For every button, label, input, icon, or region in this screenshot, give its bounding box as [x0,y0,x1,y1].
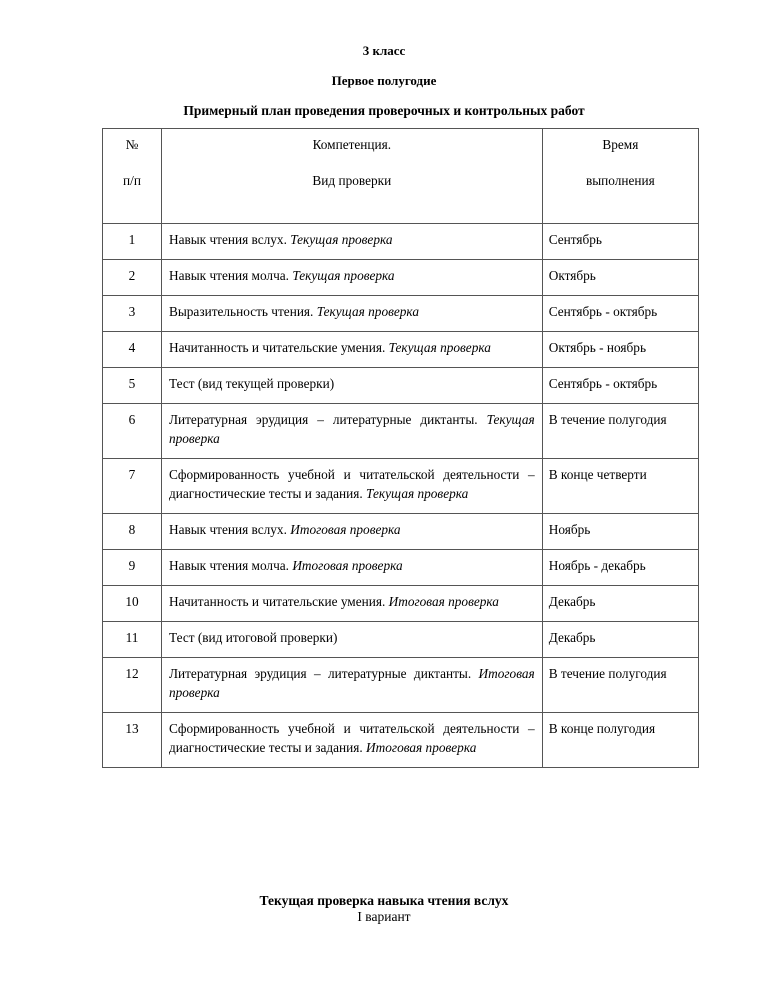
check-type: Текущая проверка [292,268,395,283]
row-number: 13 [103,713,162,768]
table-row [103,514,699,550]
row-time: Декабрь [542,586,698,622]
row-number: 4 [103,332,162,368]
section-title: Текущая проверка навыка чтения вслух [259,893,509,908]
check-type: Итоговая проверка [168,666,535,700]
competence-text: Тест (вид текущей проверки) [168,376,335,391]
row-number: 6 [103,404,162,459]
competence-text: Тест (вид итоговой проверки) [168,630,338,645]
check-type: Текущая проверка [290,232,393,247]
competence-text: Навык чтения вслух. [168,522,291,537]
row-time: Декабрь [542,622,698,658]
table-row [103,224,699,260]
table-header-row [103,129,699,224]
table-row [103,658,699,713]
row-competence [161,368,542,404]
competence-text: Литературная эрудиция – литературные диктанты. [168,666,479,681]
table-row [103,404,699,459]
header-num-sublabel: п/п [123,173,141,188]
table-row [103,586,699,622]
row-time: Октябрь - ноябрь [542,332,698,368]
header-time-sublabel: выполнения [585,173,655,188]
row-time: Сентябрь [542,224,698,260]
row-competence [161,404,542,459]
check-type: Текущая проверка [366,486,469,501]
row-number: 5 [103,368,162,404]
row-number: 11 [103,622,162,658]
row-competence [161,260,542,296]
competence-text: Навык чтения молча. [168,558,293,573]
row-competence [161,332,542,368]
row-time: В конце четверти [542,459,698,514]
header-time-label: Время [602,137,639,152]
row-competence [161,224,542,260]
row-number: 9 [103,550,162,586]
row-time: В течение полугодия [542,658,698,713]
header-num-label: № [125,137,139,152]
row-number: 7 [103,459,162,514]
row-time: Сентябрь - октябрь [542,368,698,404]
check-type: Текущая проверка [388,340,491,355]
competence-text: Начитанность и читательские умения. [168,594,389,609]
header-competence-sublabel: Вид проверки [312,173,392,188]
row-time: В конце полугодия [542,713,698,768]
table-row [103,296,699,332]
row-competence [161,514,542,550]
check-type: Текущая проверка [168,412,535,446]
table-row [103,622,699,658]
row-number: 8 [103,514,162,550]
check-type: Текущая проверка [316,304,419,319]
row-number: 10 [103,586,162,622]
plan-title: Примерный план проведения проверочных и контрольных работ [183,103,585,118]
table-row [103,368,699,404]
row-time: Ноябрь - декабрь [542,550,698,586]
variant-label: I вариант [357,909,411,924]
row-competence [161,622,542,658]
row-time: Октябрь [542,260,698,296]
table-row [103,260,699,296]
row-time: В течение полугодия [542,404,698,459]
table-row [103,713,699,768]
table-row [103,459,699,514]
competence-text: Сформированность учебной и читательской деятельности – диагностические тесты и задания. [168,467,535,501]
row-number: 2 [103,260,162,296]
term-heading: Первое полугодие [331,73,437,88]
row-competence [161,459,542,514]
row-competence [161,713,542,768]
row-competence [161,586,542,622]
competence-text: Литературная эрудиция – литературные диктанты. [168,412,487,427]
row-number: 12 [103,658,162,713]
header-time-cell [542,129,698,224]
row-competence [161,296,542,332]
table-row [103,332,699,368]
competence-text: Выразительность чтения. [168,304,317,319]
row-number: 3 [103,296,162,332]
competence-text: Сформированность учебной и читательской деятельности – диагностические тесты и задания. [168,721,535,755]
grade-heading: 3 класс [362,43,406,58]
competence-text: Навык чтения вслух. [168,232,291,247]
row-time: Сентябрь - октябрь [542,296,698,332]
check-type: Итоговая проверка [388,594,499,609]
row-number: 1 [103,224,162,260]
competence-text: Навык чтения молча. [168,268,293,283]
competence-text: Начитанность и читательские умения. [168,340,389,355]
check-type: Итоговая проверка [366,740,477,755]
plan-table [102,128,699,768]
row-competence [161,550,542,586]
table-row [103,550,699,586]
check-type: Итоговая проверка [290,522,401,537]
row-time: Ноябрь [542,514,698,550]
row-competence [161,658,542,713]
check-type: Итоговая проверка [292,558,403,573]
header-competence-label: Компетенция. [312,137,392,152]
header-num-cell [103,129,162,224]
header-competence-cell [161,129,542,224]
